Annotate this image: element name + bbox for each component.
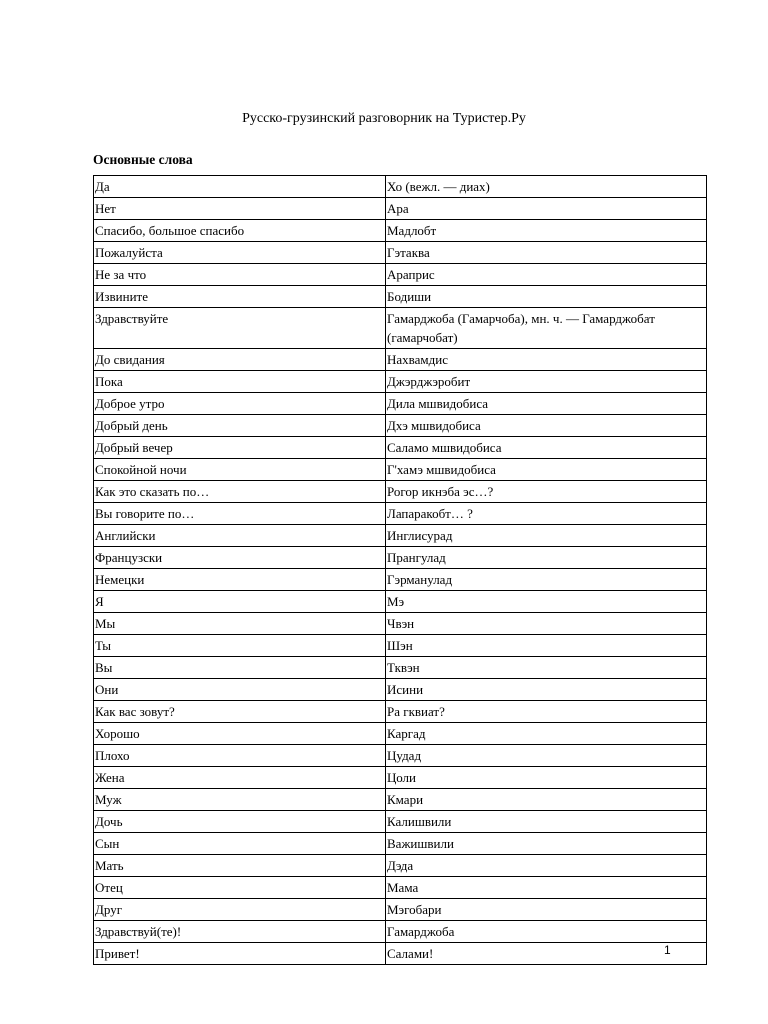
georgian-phrase-cell: Салами! <box>386 943 707 965</box>
russian-phrase-cell: Плохо <box>94 745 386 767</box>
table-row <box>94 286 707 308</box>
table-row <box>94 943 707 965</box>
russian-phrase-cell: Вы говорите по… <box>94 503 386 525</box>
table-row <box>94 349 707 371</box>
russian-phrase-cell: Вы <box>94 657 386 679</box>
russian-phrase-cell: Как это сказать по… <box>94 481 386 503</box>
georgian-phrase-cell: Дэда <box>386 855 707 877</box>
georgian-phrase-cell: Гамарджоба (Гамарчоба), мн. ч. — Гамарджобат (гамарчобат) <box>386 308 707 349</box>
russian-phrase-cell: Немецки <box>94 569 386 591</box>
russian-phrase-cell: Спасибо, большое спасибо <box>94 220 386 242</box>
table-row <box>94 176 707 198</box>
table-row <box>94 198 707 220</box>
russian-phrase-cell: Доброе утро <box>94 393 386 415</box>
table-row <box>94 393 707 415</box>
russian-phrase-cell: Привет! <box>94 943 386 965</box>
georgian-phrase-cell: Джэрджэробит <box>386 371 707 393</box>
table-row <box>94 679 707 701</box>
table-row <box>94 701 707 723</box>
russian-phrase-cell: Дочь <box>94 811 386 833</box>
russian-phrase-cell: Французски <box>94 547 386 569</box>
page-title: Русско-грузинский разговорник на Туристер.Ру <box>242 111 526 126</box>
table-row <box>94 899 707 921</box>
table-row <box>94 242 707 264</box>
georgian-phrase-cell: Гэрманулад <box>386 569 707 591</box>
georgian-phrase-cell: Гэтаква <box>386 242 707 264</box>
table-row <box>94 591 707 613</box>
russian-phrase-cell: Английски <box>94 525 386 547</box>
phrase-table <box>93 175 707 965</box>
georgian-phrase-cell: Цоли <box>386 767 707 789</box>
table-row <box>94 767 707 789</box>
table-row <box>94 547 707 569</box>
russian-phrase-cell: Пока <box>94 371 386 393</box>
georgian-phrase-cell: Мадлобт <box>386 220 707 242</box>
russian-phrase-cell: До свидания <box>94 349 386 371</box>
russian-phrase-cell: Да <box>94 176 386 198</box>
georgian-phrase-cell: Мэ <box>386 591 707 613</box>
table-row <box>94 789 707 811</box>
georgian-phrase-cell: Мэгобари <box>386 899 707 921</box>
russian-phrase-cell: Извините <box>94 286 386 308</box>
georgian-phrase-cell: Чвэн <box>386 613 707 635</box>
russian-phrase-cell: Добрый вечер <box>94 437 386 459</box>
table-row <box>94 855 707 877</box>
russian-phrase-cell: Здравствуй(те)! <box>94 921 386 943</box>
table-row <box>94 481 707 503</box>
russian-phrase-cell: Муж <box>94 789 386 811</box>
table-row <box>94 877 707 899</box>
table-row <box>94 921 707 943</box>
table-row <box>94 635 707 657</box>
russian-phrase-cell: Сын <box>94 833 386 855</box>
russian-phrase-cell: Хорошо <box>94 723 386 745</box>
georgian-phrase-cell: Лапаракобт… ? <box>386 503 707 525</box>
russian-phrase-cell: Не за что <box>94 264 386 286</box>
georgian-phrase-cell: Каргад <box>386 723 707 745</box>
russian-phrase-cell: Мать <box>94 855 386 877</box>
russian-phrase-cell: Они <box>94 679 386 701</box>
georgian-phrase-cell: Хо (вежл. — диах) <box>386 176 707 198</box>
georgian-phrase-cell: Мама <box>386 877 707 899</box>
section-heading: Основные слова <box>93 152 193 167</box>
table-row <box>94 569 707 591</box>
russian-phrase-cell: Здравствуйте <box>94 308 386 349</box>
table-row <box>94 833 707 855</box>
table-row <box>94 308 707 349</box>
georgian-phrase-cell: Кмари <box>386 789 707 811</box>
table-row <box>94 459 707 481</box>
russian-phrase-cell: Ты <box>94 635 386 657</box>
georgian-phrase-cell: Тквэн <box>386 657 707 679</box>
russian-phrase-cell: Как вас зовут? <box>94 701 386 723</box>
russian-phrase-cell: Друг <box>94 899 386 921</box>
georgian-phrase-cell: Рогор икнэба эс…? <box>386 481 707 503</box>
russian-phrase-cell: Мы <box>94 613 386 635</box>
table-row <box>94 415 707 437</box>
russian-phrase-cell: Пожалуйста <box>94 242 386 264</box>
table-row <box>94 811 707 833</box>
georgian-phrase-cell: Дила мшвидобиса <box>386 393 707 415</box>
table-row <box>94 503 707 525</box>
russian-phrase-cell: Отец <box>94 877 386 899</box>
georgian-phrase-cell: Ара <box>386 198 707 220</box>
table-row <box>94 371 707 393</box>
georgian-phrase-cell: Исини <box>386 679 707 701</box>
georgian-phrase-cell: Важишвили <box>386 833 707 855</box>
table-row <box>94 723 707 745</box>
russian-phrase-cell: Жена <box>94 767 386 789</box>
georgian-phrase-cell: Г'хамэ мшвидобиса <box>386 459 707 481</box>
table-row <box>94 525 707 547</box>
russian-phrase-cell: Нет <box>94 198 386 220</box>
georgian-phrase-cell: Саламо мшвидобиса <box>386 437 707 459</box>
russian-phrase-cell: Добрый день <box>94 415 386 437</box>
georgian-phrase-cell: Нахвамдис <box>386 349 707 371</box>
table-row <box>94 657 707 679</box>
table-row <box>94 745 707 767</box>
georgian-phrase-cell: Гамарджоба <box>386 921 707 943</box>
georgian-phrase-cell: Бодиши <box>386 286 707 308</box>
russian-phrase-cell: Спокойной ночи <box>94 459 386 481</box>
russian-phrase-cell: Я <box>94 591 386 613</box>
phrase-table-body <box>94 176 707 965</box>
georgian-phrase-cell: Инглисурад <box>386 525 707 547</box>
table-row <box>94 613 707 635</box>
table-row <box>94 437 707 459</box>
georgian-phrase-cell: Ра гквиат? <box>386 701 707 723</box>
table-row <box>94 264 707 286</box>
page-number: 1 <box>664 943 671 957</box>
georgian-phrase-cell: Цудад <box>386 745 707 767</box>
georgian-phrase-cell: Шэн <box>386 635 707 657</box>
georgian-phrase-cell: Калишвили <box>386 811 707 833</box>
table-row <box>94 220 707 242</box>
georgian-phrase-cell: Дхэ мшвидобиса <box>386 415 707 437</box>
georgian-phrase-cell: Араприс <box>386 264 707 286</box>
georgian-phrase-cell: Прангулад <box>386 547 707 569</box>
